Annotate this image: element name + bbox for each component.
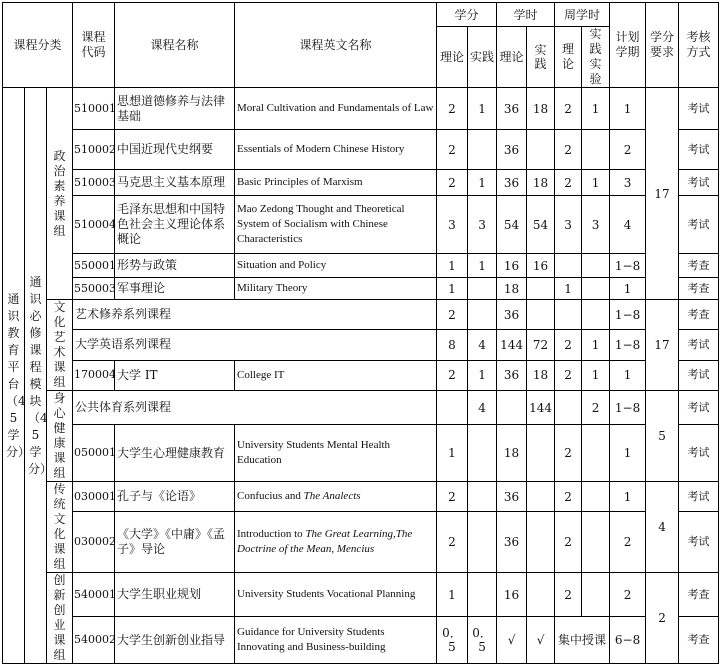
course-code: 030002: [73, 512, 115, 573]
group-tradition: 传统文化课组: [47, 482, 73, 573]
assessment: 考试: [679, 88, 719, 130]
semester: 6−8: [610, 617, 646, 664]
hours-practice: [527, 573, 555, 617]
course-name-en-title: The Analects: [303, 490, 361, 503]
hours-practice: [527, 300, 555, 330]
weekly-theory: 1: [555, 278, 582, 300]
weekly-lab: 2: [582, 391, 610, 425]
credit-theory: 1: [437, 278, 468, 300]
course-name-cn: 大学 IT: [115, 360, 235, 390]
header-hours: 学时: [497, 3, 555, 27]
course-name-cn: 军事理论: [115, 278, 235, 300]
assessment: 考试: [679, 130, 719, 170]
header-assessment: 考核方式: [679, 3, 719, 88]
hours-practice: [527, 482, 555, 512]
course-name-en: [235, 482, 437, 512]
header-code: 课程代码: [73, 3, 115, 88]
group-health: 身心健康课组: [47, 391, 73, 482]
course-code: 050001: [73, 425, 115, 482]
assessment: 考试: [679, 482, 719, 512]
semester: 1: [610, 360, 646, 390]
weekly-lab: [582, 482, 610, 512]
assessment: 考试: [679, 196, 719, 254]
hours-practice: 18: [527, 88, 555, 130]
header-semester: 计划学期: [610, 3, 646, 88]
credit-practice: [468, 278, 497, 300]
semester: 2: [610, 573, 646, 617]
table-row: [3, 254, 719, 278]
group-innovation: 创新创业课组: [47, 573, 73, 664]
hours-practice: 18: [527, 170, 555, 196]
hours-theory: 54: [497, 196, 527, 254]
course-name-en: University Students Mental Health Education: [235, 425, 437, 482]
table-row: [3, 170, 719, 196]
course-name-cn: 大学生创新创业指导: [115, 617, 235, 664]
header-hours-theory: 理论: [497, 27, 527, 88]
credit-practice: 1: [468, 360, 497, 390]
course-name-cn: 大学生职业规划: [115, 573, 235, 617]
curriculum-table: [2, 2, 719, 664]
weekly-lab: [582, 512, 610, 573]
course-code: 170004: [73, 360, 115, 390]
weekly-theory: 2: [555, 330, 582, 360]
hours-theory: 36: [497, 170, 527, 196]
hours-theory: 18: [497, 278, 527, 300]
course-name-cn: 《大学》《中庸》《孟子》导论: [115, 512, 235, 573]
course-name-cn: 艺术修养系列课程: [73, 300, 437, 330]
course-name-en-title: The Great Learning,The Doctrine of the Mean, Mencius: [237, 528, 413, 556]
course-name-cn: 大学英语系列课程: [73, 330, 437, 360]
course-name-cn: 大学生心理健康教育: [115, 425, 235, 482]
hours-practice: 18: [527, 360, 555, 390]
table-row: [3, 573, 719, 617]
header-category: 课程分类: [3, 3, 73, 88]
weekly-lab: 1: [582, 170, 610, 196]
group-politics: 政治素养课组: [47, 88, 73, 300]
course-name-en: Moral Cultivation and Fundamentals of Law: [235, 88, 437, 130]
semester: 2: [610, 130, 646, 170]
semester: 3: [610, 170, 646, 196]
semester: 1: [610, 278, 646, 300]
hours-theory: 16: [497, 254, 527, 278]
table-row: [3, 278, 719, 300]
assessment: 考查: [679, 573, 719, 617]
credit-practice: 1: [468, 88, 497, 130]
credit-practice: 0．5: [468, 617, 497, 664]
weekly-lab: [582, 573, 610, 617]
header-row-1: [3, 3, 719, 27]
credit-req-politics: 17: [646, 88, 679, 300]
hours-practice: 72: [527, 330, 555, 360]
course-code: 550003: [73, 278, 115, 300]
header-credit-req: 学分要求: [646, 3, 679, 88]
hours-theory: [497, 391, 527, 425]
credit-theory: [437, 391, 468, 425]
assessment: 考试: [679, 330, 719, 360]
credit-practice: [468, 425, 497, 482]
course-code: 510004: [73, 196, 115, 254]
course-name-en: Essentials of Modern Chinese History: [235, 130, 437, 170]
table-row: [3, 330, 719, 360]
credit-theory: 1: [437, 573, 468, 617]
course-name-en: Situation and Policy: [235, 254, 437, 278]
header-hours-practice: 实践: [527, 27, 555, 88]
header-credit-practice: 实践: [468, 27, 497, 88]
hours-practice: [527, 425, 555, 482]
hours-theory: 16: [497, 573, 527, 617]
course-name-en: University Students Vocational Planning: [235, 573, 437, 617]
hours-practice: 54: [527, 196, 555, 254]
hours-practice: 144: [527, 391, 555, 425]
table-row: [3, 512, 719, 573]
table-row: [3, 130, 719, 170]
weekly-theory: 2: [555, 170, 582, 196]
course-name-en-text: Introduction to: [237, 528, 306, 541]
credit-theory: 2: [437, 170, 468, 196]
course-name-cn: 毛泽东思想和中国特色社会主义理论体系概论: [115, 196, 235, 254]
hours-theory: √: [497, 617, 527, 664]
course-code: 030001: [73, 482, 115, 512]
credit-req-health: 5: [646, 391, 679, 482]
weekly-lab: [582, 254, 610, 278]
semester: 1: [610, 482, 646, 512]
weekly-lab: [582, 425, 610, 482]
credit-practice: [468, 573, 497, 617]
course-name-en: Mao Zedong Thought and Theoretical System of Socialism with Chinese Characteristics: [235, 196, 437, 254]
weekly-lab: [582, 300, 610, 330]
weekly-theory: 2: [555, 425, 582, 482]
course-code: 550001: [73, 254, 115, 278]
course-code: 540002: [73, 617, 115, 664]
weekly-theory: [555, 300, 582, 330]
semester: 1: [610, 88, 646, 130]
header-weekly-lab: 实践实验: [582, 27, 610, 88]
hours-theory: 36: [497, 360, 527, 390]
hours-practice: [527, 278, 555, 300]
weekly-lab: 1: [582, 330, 610, 360]
course-name-cn: 中国近现代史纲要: [115, 130, 235, 170]
semester: 2: [610, 512, 646, 573]
table-row: [3, 425, 719, 482]
hours-theory: 18: [497, 425, 527, 482]
credit-theory: 1: [437, 425, 468, 482]
course-code: 510003: [73, 170, 115, 196]
weekly-theory: [555, 391, 582, 425]
header-credit-theory: 理论: [437, 27, 468, 88]
course-name-cn: 孔子与《论语》: [115, 482, 235, 512]
credit-practice: 1: [468, 170, 497, 196]
credit-req-tradition: 4: [646, 482, 679, 573]
credit-theory: 2: [437, 482, 468, 512]
course-name-en: Military Theory: [235, 278, 437, 300]
hours-practice: √: [527, 617, 555, 664]
course-name-cn: 思想道德修养与法律基础: [115, 88, 235, 130]
table-row: [3, 482, 719, 512]
hours-theory: 36: [497, 300, 527, 330]
weekly-theory: 2: [555, 482, 582, 512]
assessment: 考查: [679, 617, 719, 664]
credit-theory: 3: [437, 196, 468, 254]
table-row: [3, 300, 719, 330]
hours-theory: 36: [497, 130, 527, 170]
module-label: 通识必修课程模块（45学分）: [25, 88, 47, 664]
header-name-en: 课程英文名称: [235, 3, 437, 88]
course-name-en: [235, 512, 437, 573]
header-weekly: 周学时: [555, 3, 610, 27]
weekly-lab: [582, 278, 610, 300]
weekly-lab: [582, 130, 610, 170]
credit-theory: 0．5: [437, 617, 468, 664]
weekly-theory: 2: [555, 88, 582, 130]
credit-theory: 2: [437, 88, 468, 130]
assessment: 考试: [679, 391, 719, 425]
table-row: [3, 617, 719, 664]
assessment: 考试: [679, 425, 719, 482]
assessment: 考试: [679, 512, 719, 573]
assessment: 考查: [679, 300, 719, 330]
hours-theory: 144: [497, 330, 527, 360]
weekly-lab: 1: [582, 360, 610, 390]
semester: 1−8: [610, 300, 646, 330]
hours-theory: 36: [497, 512, 527, 573]
credit-practice: 4: [468, 391, 497, 425]
weekly-lab: 1: [582, 88, 610, 130]
course-name-en: College IT: [235, 360, 437, 390]
header-weekly-theory: 理论: [555, 27, 582, 88]
credit-practice: 4: [468, 330, 497, 360]
assessment: 考试: [679, 360, 719, 390]
table-row: [3, 196, 719, 254]
course-name-cn: 马克思主义基本原理: [115, 170, 235, 196]
weekly-theory: [555, 254, 582, 278]
assessment: 考查: [679, 278, 719, 300]
course-code: 510001: [73, 88, 115, 130]
credit-theory: 2: [437, 300, 468, 330]
table-row: [3, 391, 719, 425]
assessment: 考查: [679, 254, 719, 278]
hours-practice: [527, 130, 555, 170]
semester: 1−8: [610, 391, 646, 425]
credit-req-culture-art: 17: [646, 300, 679, 391]
credit-theory: 8: [437, 330, 468, 360]
credit-theory: 2: [437, 512, 468, 573]
credit-practice: [468, 300, 497, 330]
header-name-cn: 课程名称: [115, 3, 235, 88]
header-credit: 学分: [437, 3, 497, 27]
course-code: 540001: [73, 573, 115, 617]
hours-practice: 16: [527, 254, 555, 278]
semester: 1: [610, 425, 646, 482]
table-row: [3, 360, 719, 390]
table-row: [3, 88, 719, 130]
weekly-theory: 2: [555, 512, 582, 573]
course-name-cn: 公共体育系列课程: [73, 391, 437, 425]
hours-practice: [527, 512, 555, 573]
weekly-merged: 集中授课: [555, 617, 610, 664]
credit-theory: 2: [437, 130, 468, 170]
course-name-cn: 形势与政策: [115, 254, 235, 278]
weekly-theory: 3: [555, 196, 582, 254]
credit-practice: [468, 512, 497, 573]
group-culture-art: 文化艺术课组: [47, 300, 73, 391]
assessment: 考试: [679, 170, 719, 196]
credit-practice: [468, 482, 497, 512]
weekly-theory: 2: [555, 130, 582, 170]
weekly-theory: 2: [555, 360, 582, 390]
weekly-theory: 2: [555, 573, 582, 617]
course-code: 510002: [73, 130, 115, 170]
credit-practice: [468, 130, 497, 170]
semester: 1−8: [610, 330, 646, 360]
hours-theory: 36: [497, 482, 527, 512]
credit-req-innovation: 2: [646, 573, 679, 664]
credit-theory: 2: [437, 360, 468, 390]
course-name-en: Basic Principles of Marxism: [235, 170, 437, 196]
credit-practice: 3: [468, 196, 497, 254]
credit-theory: 1: [437, 254, 468, 278]
weekly-lab: 3: [582, 196, 610, 254]
credit-practice: 1: [468, 254, 497, 278]
platform-label: 通识教育平台（45学分）: [3, 88, 25, 664]
semester: 1−8: [610, 254, 646, 278]
semester: 4: [610, 196, 646, 254]
course-name-en: Guidance for University Students Innovating and Business-building: [235, 617, 437, 664]
course-name-en-text: Confucius and: [237, 490, 304, 503]
hours-theory: 36: [497, 88, 527, 130]
